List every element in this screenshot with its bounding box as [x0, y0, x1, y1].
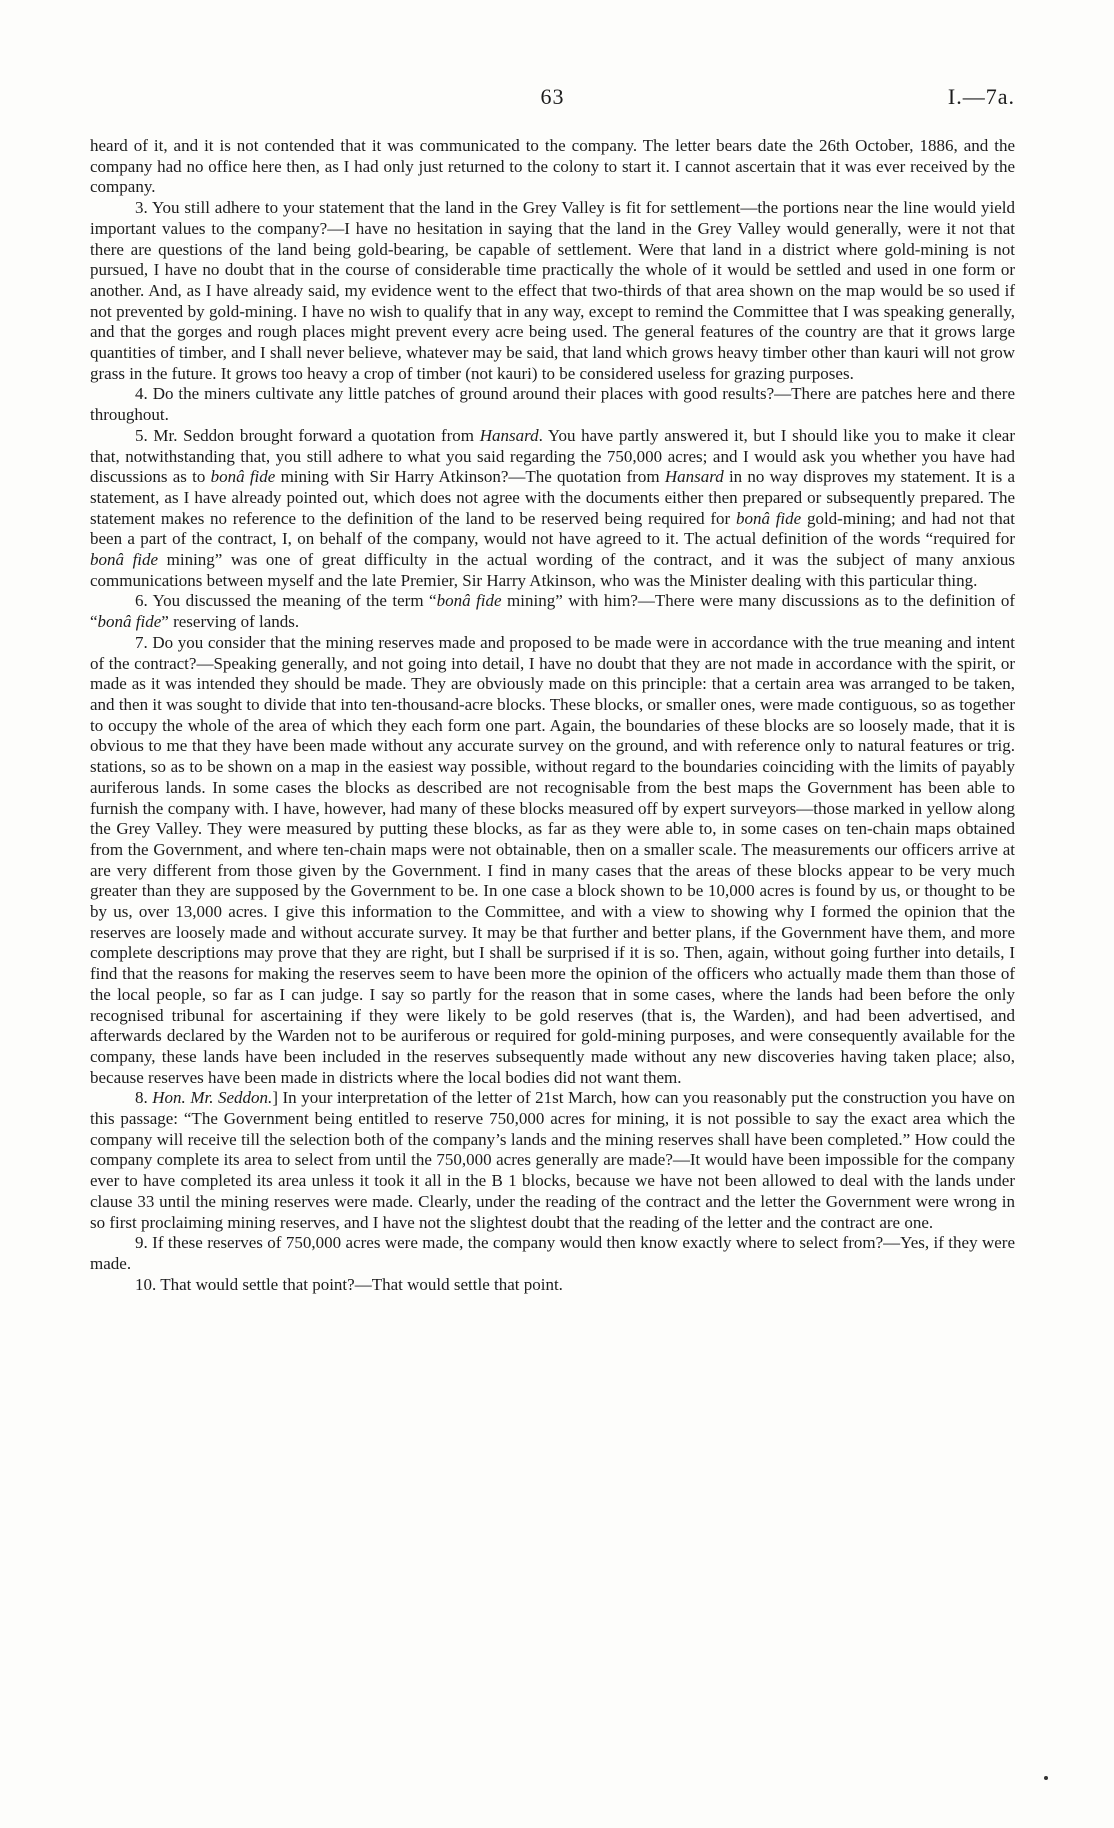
- italic-run: bonâ fide: [97, 612, 162, 632]
- italic-run: Hansard: [479, 425, 539, 445]
- text-run: . You have partly answered it, but I should like you to make it clear that, notwithstanding that, you still adhere to what you said regarding the 750,000 acres; and I would ask you whether you have had discussions as to: [90, 425, 1015, 487]
- paragraph-8: [90, 1088, 1015, 1233]
- text-run: in no way disproves my statement. It is a statement, as I have already pointed out, which does not agree with the documents either then prepared or subsequently prepared. The statement makes no reference to the definition of the land to be reserved being required for: [90, 467, 1016, 528]
- text-run: mining” with him?—There were many discussions as to the definition of “: [90, 591, 1015, 632]
- paragraph-10: 10. That would settle that point?—That would settle that point.: [135, 1274, 563, 1294]
- italic-run: bonâ fide: [210, 467, 276, 487]
- paragraph-3: 3. You still adhere to your statement that the land in the Grey Valley is fit for settlement—the portions near the line would yield important values to the company?—I have no hesitation in saying that the land in the Grey Valley would generally, were it not that there are questions of the land being gold-bearing, be capable of settlement. Were that land in a district where gold-mining is not pursued, I have no doubt that in the course of considerable time practically the whole of it would be settled and used in one form or another. And, as I have already said, my evidence went to the effect that two-thirds of that area shown on the map would be so used if not prevented by gold-mining. I have no wish to qualify that in any way, except to remind the Committee that I was speaking generally, and that the gorges and rough places might prevent every acre being used. The general features of the country are that it grows large quantities of timber, and I shall never believe, whatever may be said, that land which grows heavy timber other than kauri will not grow grass in the future. It grows too heavy a crop of timber (not kauri) to be considered useless for grazing purposes.: [90, 198, 1015, 383]
- page-mark: [1044, 1776, 1048, 1780]
- speaker-name: Hon. Mr. Seddon.: [152, 1088, 273, 1108]
- italic-run: Hansard: [664, 467, 724, 487]
- italic-run: bonâ fide: [90, 550, 159, 570]
- text-run: mining” was one of great difficulty in the actual wording of the contract, and it was the subject of many anxious communications between myself and the late Premier, Sir Harry Atkinson, who was the Minister dealing with this particular thing.: [90, 550, 1015, 590]
- text-run: gold-mining; and had not that been a part of the contract, I, on behalf of the company, would not have agreed to it. The actual definition of the words “required for: [90, 508, 1015, 549]
- paragraph-continued: heard of it, and it is not contended that it was communicated to the company. The letter bears date the 26th October, 1886, and the company had no office here then, as I had only just returned to the colony to start it. I cannot ascertain that it was ever received by the company.: [90, 136, 1015, 197]
- paragraph-6: [90, 591, 1015, 632]
- paragraph-7: 7. Do you consider that the mining reserves made and proposed to be made were in accordance with the true meaning and intent of the contract?—Speaking generally, and not going into detail, I have no doubt that they are not made in accordance with the spirit, or made as it was intended they should be made. They are obviously made on this principle: that a certain area was arranged to be taken, and then it was sought to divide that into ten-thousand-acre blocks. These blocks, or smaller ones, were made contiguous, so as together to occupy the whole of the area of which they each form one part. Again, the boundaries of these blocks are so loosely made, that it is obvious to me that they have been made without any accurate survey on the ground, and with reference only to natural features or trig. stations, so as to be shown on a map in the easiest way possible, without regard to the boundaries coinciding with the limits of payably auriferous lands. In some cases the blocks as described are not recognisable from the best maps the Government has been able to furnish the company with. I have, however, had many of these blocks measured off by expert surveyors—those marked in yellow along the Grey Valley. They were measured by putting these blocks, as far as they were able to, in some cases on ten-chain maps obtained from the Government, and where ten-chain maps were not obtainable, then on a smaller scale. The measurements our officers arrive at are very different from those given by the Government. I find in many cases that the areas of these blocks appear to be very much greater than they are supposed by the Government to be. In one case a block shown to be 10,000 acres is found by us, or thought to be by us, over 13,000 acres. I give this information to the Committee, and with a view to showing why I formed the opinion that the reserves are loosely made and without accurate survey. It may be that further and better plans, if the Government have them, and more complete descriptions may prove that they are right, but I shall be surprised if it is so. Then, again, without going further into details, I find that the reasons for making the reserves seem to have been more the opinion of the officers who actually made them than those of the local people, so far as I can judge. I say so partly for the reason that in some cases, where the lands had been before the only recognised tribunal for ascertaining if they were likely to be gold reserves (that is, the Warden), and had been advertised, and afterwards declared by the Warden not to be auriferous or required for gold-mining purposes, and were consequently available for the company, these lands have been included in the reserves subsequently made without any new discoveries having taken place; also, because reserves have been made in districts where the local bodies did not want them.: [90, 632, 1015, 1087]
- italic-run: bonâ fide: [436, 591, 502, 611]
- page-number: 63: [540, 84, 565, 109]
- text-run: 6. You discussed the meaning of the term “: [135, 591, 437, 611]
- text-run: ] In your interpretation of the letter of 21st March, how can you reasonably put the construction you have on this passage: “The Government being entitled to reserve 750,000 acres for mining, it is not possible to say the exact area which the company will receive till the selection both of the company’s lands and the mining reserves shall have been completed.” How could the company complete its area to select from until the 750,000 acres generally are made?—It would have been impossible for the company ever to have completed its area unless it took it all in the B 1 blocks, because we have not been allowed to deal with the lands under clause 33 until the mining reserves were made. Clearly, under the reading of the contract and the letter the Government were wrong in so first proclaiming mining reserves, and I have not the slightest doubt that the reading of the letter and the contract are one.: [90, 1088, 1016, 1232]
- text-run: 5. Mr. Seddon brought forward a quotation from: [135, 425, 480, 445]
- text-run: mining with Sir Harry Atkinson?—The quotation from: [275, 467, 665, 487]
- page-header: [90, 84, 1015, 114]
- italic-run: bonâ fide: [735, 508, 802, 528]
- text-run: 8.: [135, 1088, 153, 1108]
- body-text: [90, 136, 1015, 1295]
- paragraph-9: 9. If these reserves of 750,000 acres were made, the company would then know exactly where to select from?—Yes, if they were made.: [90, 1233, 1015, 1273]
- paragraph-4: 4. Do the miners cultivate any little patches of ground around their places with good results?—There are patches here and there throughout.: [90, 384, 1015, 425]
- text-run: ” reserving of lands.: [161, 612, 300, 632]
- document-reference: I.—7a.: [947, 84, 1015, 109]
- paragraph-5: [90, 426, 1015, 592]
